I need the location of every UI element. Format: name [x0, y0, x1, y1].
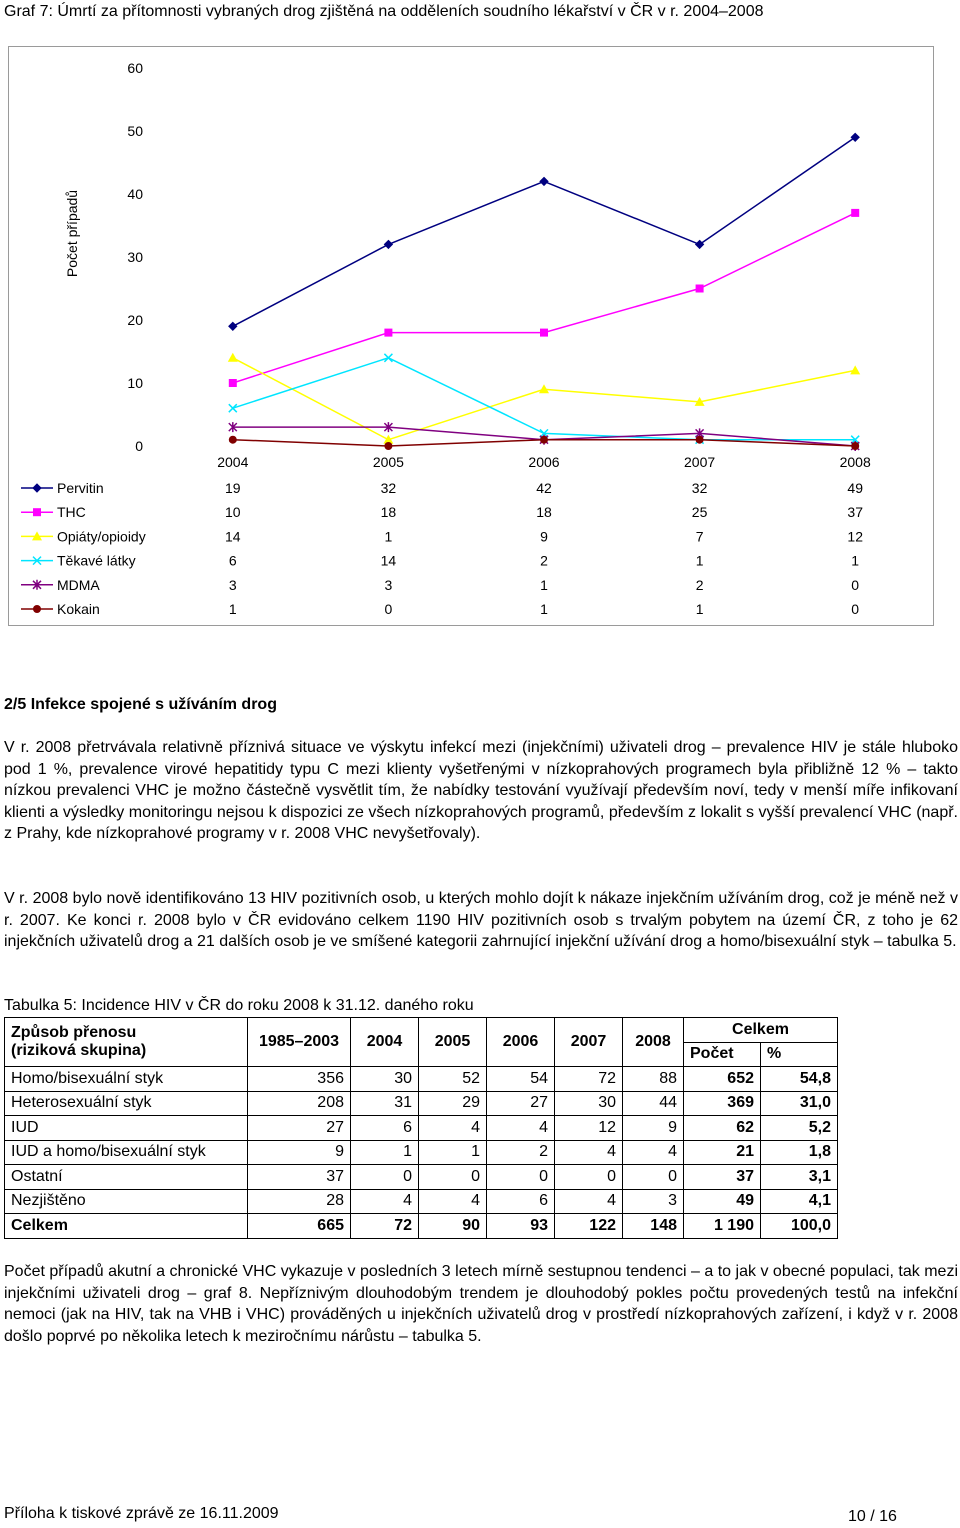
table-cell: 2 [487, 1140, 555, 1165]
x-tick-label: 2004 [217, 454, 249, 470]
data-table-value: 0 [384, 601, 393, 617]
y-axis-title: Počet případů [64, 189, 80, 278]
y-tick-label: 10 [127, 375, 143, 391]
data-table-value: 0 [851, 601, 860, 617]
table-cell: 4 [351, 1189, 419, 1214]
data-point [384, 442, 392, 450]
row-label: Heterosexuální styk [5, 1091, 248, 1116]
table-cell: 4 [487, 1116, 555, 1141]
x-tick-label: 2007 [684, 454, 716, 470]
legend-label: THC [57, 504, 86, 521]
table-cell: 29 [419, 1091, 487, 1116]
total-count-cell: 369 [684, 1091, 761, 1116]
data-point [229, 436, 237, 444]
data-table-value: 6 [228, 552, 237, 569]
data-table-value: 3 [228, 576, 237, 593]
table-cell: 31 [351, 1091, 419, 1116]
header-period: 2006 [487, 1018, 555, 1067]
table-cell: 4 [555, 1140, 623, 1165]
data-point [851, 209, 859, 217]
table-row [5, 1091, 838, 1116]
data-table-value: 1 [228, 601, 237, 617]
total-percent-cell: 31,0 [761, 1091, 838, 1116]
legend-key-marker [33, 605, 41, 613]
legend-label: MDMA [57, 576, 100, 593]
data-point [851, 442, 859, 450]
data-table-value: 18 [380, 504, 397, 521]
data-table-value: 10 [225, 504, 241, 521]
y-tick-label: 40 [127, 186, 143, 202]
row-label: Celkem [5, 1214, 248, 1239]
data-table-value: 1 [695, 552, 704, 569]
table-cell: 0 [487, 1165, 555, 1190]
table-cell: 9 [623, 1116, 684, 1141]
header-percent: % [761, 1042, 838, 1067]
legend-key-marker [33, 484, 41, 492]
header-transmission [5, 1018, 248, 1067]
paragraph-infections: V r. 2008 přetrvávala relativně příznivá situace ve výskytu infekcí mezi (injekčními) uživateli drog – prevalence HIV je stále hluboko pod 1 %, prevalence virové hepatitidy typu C mezi klienty vyšetřenými v nízkoprahových programech byla přibližně 12 % – takto nízkou prevalenci VHC je možno částečně vysvětlit tím, že nabídky testování využívají především noví, tedy v menší míře infikovaní klienti a výsledky monitoringu nejsou k dispozici ze všech nízkoprahových programů, především z lokalit s vyšší prevalencí VHC (např. z Prahy, kde nízkoprahové programy v r. 2008 VHC nevyšetřovaly). [4, 739, 958, 842]
table-cell: 4 [623, 1140, 684, 1165]
table-cell: 0 [351, 1165, 419, 1190]
table-cell: 356 [248, 1067, 351, 1092]
data-table-value: 1 [384, 528, 393, 545]
table-cell: 27 [248, 1116, 351, 1141]
total-count-cell: 62 [684, 1116, 761, 1141]
data-table-value: 1 [695, 601, 704, 617]
legend-label: Opiáty/opioidy [57, 528, 146, 545]
section-heading: 2/5 Infekce spojené s užíváním drog [4, 696, 277, 713]
table-cell: 30 [351, 1067, 419, 1092]
y-tick-label: 30 [127, 249, 143, 265]
legend-label: Pervitin [57, 480, 104, 496]
y-tick-label: 50 [127, 123, 143, 139]
table-cell: 37 [248, 1165, 351, 1190]
total-percent-cell: 4,1 [761, 1189, 838, 1214]
data-table-value: 2 [695, 576, 704, 593]
table-cell: 28 [248, 1189, 351, 1214]
x-tick-label: 2005 [372, 454, 404, 470]
y-tick-label: 0 [135, 438, 143, 454]
total-count-cell: 652 [684, 1067, 761, 1092]
table-cell: 6 [351, 1116, 419, 1141]
table-cell: 72 [351, 1214, 419, 1239]
table-cell: 88 [623, 1067, 684, 1092]
table-row [5, 1067, 838, 1092]
header-count: Počet [684, 1042, 761, 1067]
data-point [384, 329, 392, 337]
data-table-value: 0 [851, 576, 860, 593]
data-point [540, 436, 548, 444]
data-table-value: 32 [380, 480, 397, 496]
table-caption: Tabulka 5: Incidence HIV v ČR do roku 2008 k 31.12. daného roku [4, 997, 474, 1014]
table-cell: 1 [351, 1140, 419, 1165]
header-period: 2004 [351, 1018, 419, 1067]
data-point [229, 379, 237, 387]
data-table-value: 1 [851, 552, 860, 569]
header-period: 1985–2003 [248, 1018, 351, 1067]
header-period: 2005 [419, 1018, 487, 1067]
data-point [540, 177, 548, 185]
total-count-cell: 37 [684, 1165, 761, 1190]
data-table-value: 7 [695, 528, 704, 545]
total-count-cell: 49 [684, 1189, 761, 1214]
data-table-value: 37 [847, 504, 863, 521]
total-percent-cell: 5,2 [761, 1116, 838, 1141]
table-cell: 0 [555, 1165, 623, 1190]
total-percent-cell: 54,8 [761, 1067, 838, 1092]
header-total: Celkem [684, 1018, 838, 1043]
paragraph-vhc: Počet případů akutní a chronické VHC vykazuje v posledních 3 letech mírně sestupnou tendenci – a to jak v obecné populaci, tak mezi injekčními uživateli drog – graf 8. Nepříznivým dlouhodobým trendem je dlouhodobý pokles počtu provedených testů na infekční nemoci (jak na HIV, tak na VHB i VHC) prováděných u injekčních uživatelů drog v prostředí nízkoprahových zařízení, i když v r. 2008 došlo poprvé po několika letech k meziročnímu nárůstu – tabulka 5. [4, 1263, 958, 1345]
header-period: 2007 [555, 1018, 623, 1067]
data-table-value: 32 [691, 480, 708, 496]
series-line-1 [233, 213, 855, 383]
data-table-value: 1 [540, 576, 548, 593]
row-label: IUD [5, 1116, 248, 1141]
table-cell: 44 [623, 1091, 684, 1116]
y-tick-label: 20 [127, 312, 143, 328]
table-cell: 0 [623, 1165, 684, 1190]
table-cell: 54 [487, 1067, 555, 1092]
total-percent-cell: 1,8 [761, 1140, 838, 1165]
table-cell: 122 [555, 1214, 623, 1239]
data-table-value: 9 [540, 528, 548, 545]
data-point [696, 436, 704, 444]
line-chart [9, 47, 933, 625]
header-period: 2008 [623, 1018, 684, 1067]
table-cell: 93 [487, 1214, 555, 1239]
x-tick-label: 2006 [528, 454, 560, 470]
table-cell: 52 [419, 1067, 487, 1092]
table-row [5, 1116, 838, 1141]
table-cell: 4 [419, 1189, 487, 1214]
data-table-value: 1 [540, 601, 548, 617]
table-cell: 3 [623, 1189, 684, 1214]
data-point [229, 322, 237, 330]
total-count-cell: 1 190 [684, 1214, 761, 1239]
header-risk-group-label: (riziková skupina) [11, 1042, 147, 1059]
row-label: IUD a homo/bisexuální styk [5, 1140, 248, 1165]
total-percent-cell: 3,1 [761, 1165, 838, 1190]
legend-label: Kokain [57, 601, 100, 617]
data-point [384, 240, 392, 248]
table-cell: 30 [555, 1091, 623, 1116]
data-point [228, 353, 238, 362]
graph-title: Graf 7: Úmrtí za přítomnosti vybraných drog zjištěná na odděleních soudního lékařství v ČR v r. 2004–2008 [4, 3, 764, 20]
chart-container [8, 46, 934, 626]
table-row [5, 1189, 838, 1214]
header-transmission-label: Způsob přenosu [11, 1024, 137, 1041]
data-point [850, 365, 860, 374]
table-row [5, 1165, 838, 1190]
data-table-value: 19 [225, 480, 241, 496]
y-tick-label: 60 [127, 60, 143, 76]
data-point [539, 384, 549, 393]
table-cell: 4 [555, 1189, 623, 1214]
data-table-value: 3 [384, 576, 393, 593]
total-count-cell: 21 [684, 1140, 761, 1165]
table-row [5, 1140, 838, 1165]
table-cell: 1 [419, 1140, 487, 1165]
data-point [540, 329, 548, 337]
table-cell: 72 [555, 1067, 623, 1092]
data-table-value: 49 [847, 480, 863, 496]
total-percent-cell: 100,0 [761, 1214, 838, 1239]
data-table-value: 14 [380, 552, 397, 569]
row-label: Ostatní [5, 1165, 248, 1190]
table-cell: 6 [487, 1189, 555, 1214]
table-cell: 90 [419, 1214, 487, 1239]
data-point [696, 285, 704, 293]
footer-note: Příloha k tiskové zprávě ze 16.11.2009 [4, 1505, 279, 1522]
table-cell: 0 [419, 1165, 487, 1190]
row-label: Nezjištěno [5, 1189, 248, 1214]
table-cell: 27 [487, 1091, 555, 1116]
data-table-value: 2 [540, 552, 548, 569]
table-cell: 665 [248, 1214, 351, 1239]
data-table-value: 18 [536, 504, 552, 521]
data-table-value: 42 [536, 480, 552, 496]
paragraph-hiv: V r. 2008 bylo nově identifikováno 13 HIV pozitivních osob, u kterých mohlo dojít k nákaze injekčním užíváním drog, což je méně než v r. 2007. Ke konci r. 2008 bylo v ČR evidováno celkem 1190 HIV pozitivních osob s trvalým pobytem na území ČR, z toho je 62 injekčních uživatelů drog a 21 dalších osob je ve smíšené kategorii zahrnující injekční užívání drog a homo/bisexuální styk – tabulka 5. [4, 890, 958, 950]
legend-label: Těkavé látky [57, 552, 136, 569]
data-point [384, 354, 392, 362]
row-label: Homo/bisexuální styk [5, 1067, 248, 1092]
legend-key-marker [33, 508, 41, 516]
data-table-value: 25 [691, 504, 708, 521]
data-table-value: 14 [225, 528, 241, 545]
hiv-incidence-table [4, 1017, 838, 1239]
table-cell: 12 [555, 1116, 623, 1141]
table-header-row [5, 1018, 838, 1043]
data-table-value: 12 [847, 528, 863, 545]
table-cell: 208 [248, 1091, 351, 1116]
table-cell: 9 [248, 1140, 351, 1165]
table-cell: 148 [623, 1214, 684, 1239]
series-line-0 [233, 137, 855, 326]
page-number: 10 / 16 [848, 1508, 897, 1525]
x-tick-label: 2008 [839, 454, 871, 470]
table-row [5, 1214, 838, 1239]
data-point [229, 404, 237, 412]
table-cell: 4 [419, 1116, 487, 1141]
